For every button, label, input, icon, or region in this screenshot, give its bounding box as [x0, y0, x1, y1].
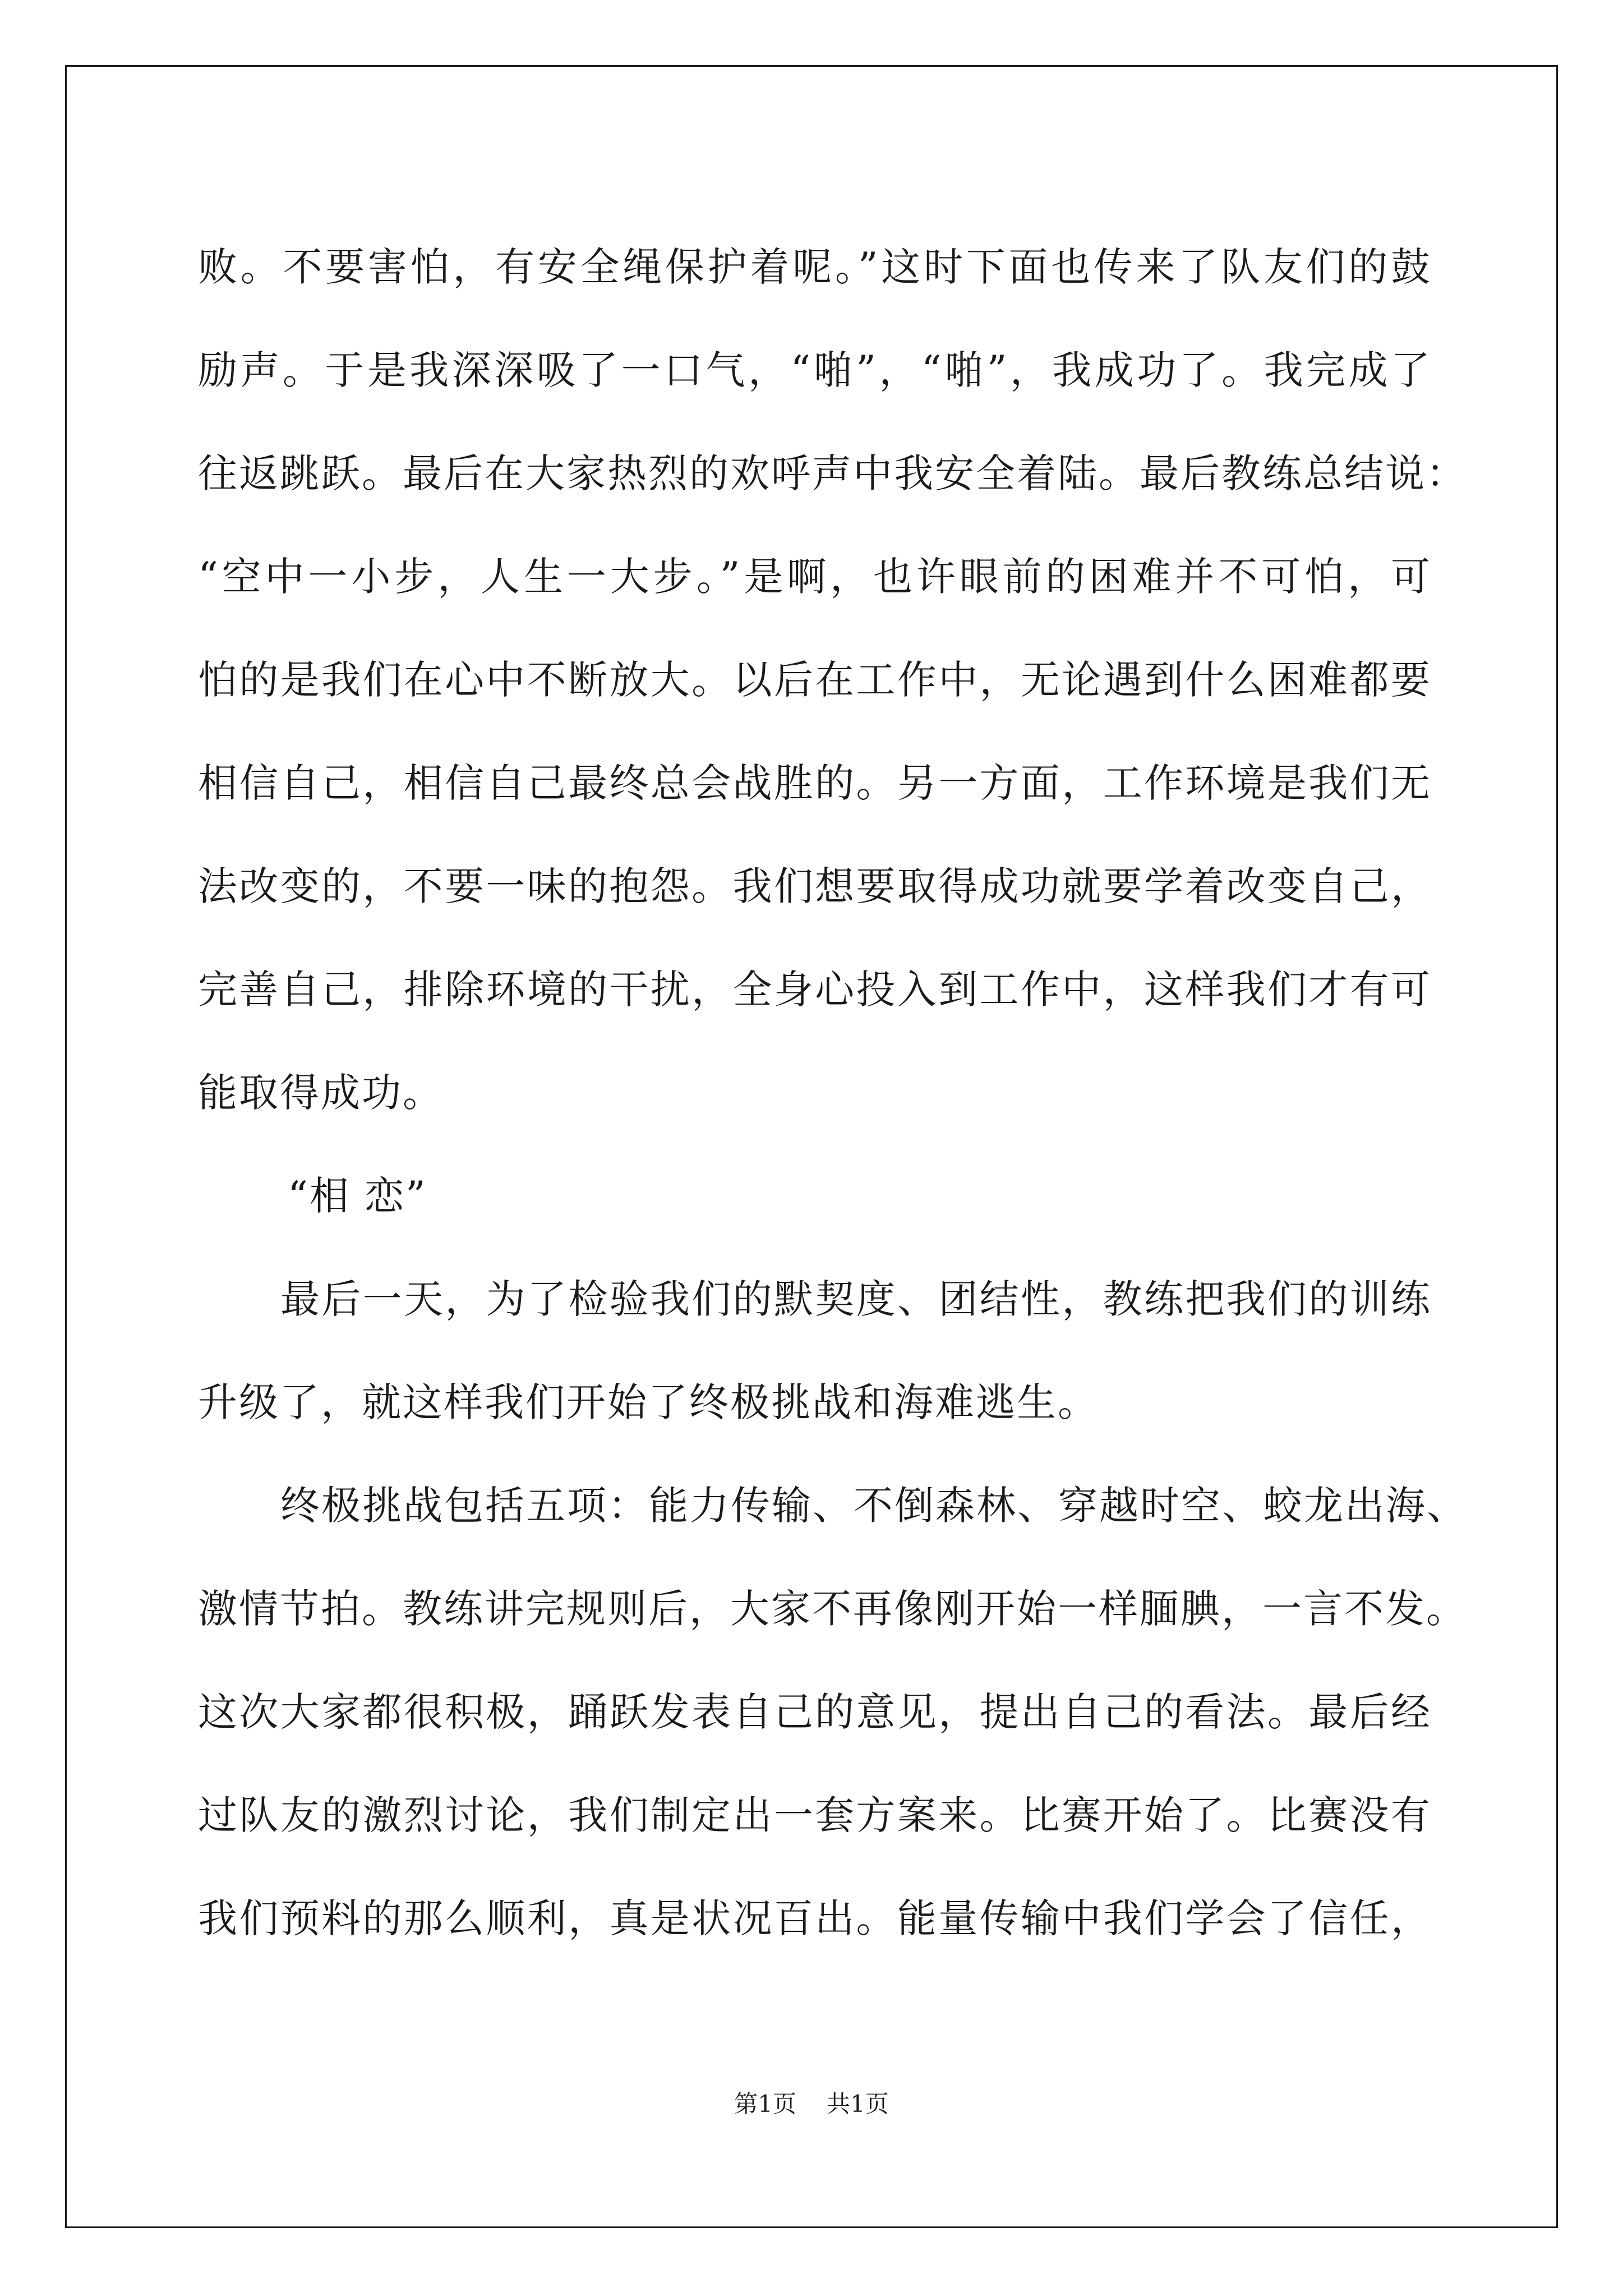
text-line: 过队友的激烈讨论，我们制定出一套方案来。比赛开始了。比赛没有 — [198, 1792, 1432, 1838]
text-line: 往返跳跃。最后在大家热烈的欢呼声中我安全着陆。最后教练总结说： — [198, 450, 1467, 496]
text-line: 激情节拍。教练讲完规则后，大家不再像刚开始一样腼腆，一言不发。 — [198, 1586, 1467, 1632]
text-line: 怕的是我们在心中不断放大。以后在工作中，无论遇到什么困难都要 — [198, 657, 1432, 703]
text-line: 相信自己，相信自己最终总会战胜的。另一方面，工作环境是我们无 — [198, 760, 1432, 806]
text-line: 完善自己，排除环境的干扰，全身心投入到工作中，这样我们才有可 — [198, 967, 1432, 1013]
text-line: 我们预料的那么顺利，真是状况百出。能量传输中我们学会了信任， — [198, 1895, 1432, 1941]
page-total: 共1页 — [827, 2090, 889, 2118]
paragraph-first-line: 终极挑战包括五项：能力传输、不倒森林、穿越时空、蛟龙出海、 — [280, 1483, 1468, 1529]
text-line: 败。不要害怕，有安全绳保护着呢。”这时下面也传来了队友们的鼓 — [198, 244, 1432, 290]
document-body — [198, 215, 1468, 1970]
text-line: 这次大家都很积极，踊跃发表自己的意见，提出自己的看法。最后经 — [198, 1689, 1432, 1735]
page-number: 第1页 — [734, 2090, 796, 2118]
text-line: 法改变的，不要一味的抱怨。我们想要取得成功就要学着改变自己， — [198, 863, 1432, 909]
paragraph-first-line: 最后一天，为了检验我们的默契度、团结性，教练把我们的训练 — [280, 1276, 1432, 1322]
text-line: 励声。于是我深深吸了一口气，“啪”，“啪”，我成功了。我完成了 — [198, 347, 1432, 393]
text-line: 升级了，就这样我们开始了终极挑战和海难逃生。 — [198, 1379, 1099, 1425]
page-footer — [0, 2086, 1623, 2119]
text-line: 能取得成功。 — [198, 1070, 444, 1116]
section-heading: “相 恋” — [288, 1173, 427, 1219]
text-line: “空中一小步，人生一大步。”是啊，也许眼前的困难并不可怕，可 — [198, 554, 1432, 600]
